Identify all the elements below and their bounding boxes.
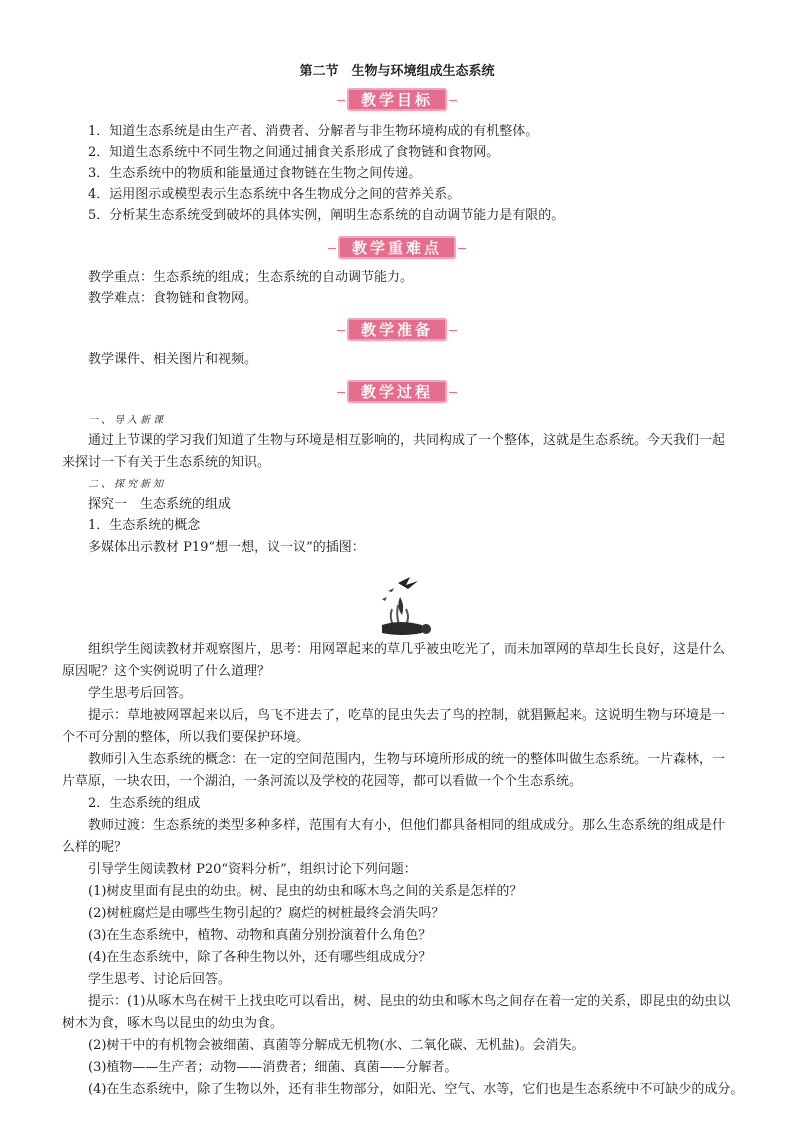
goal-line: 1．知道生态系统是由生产者、消费者、分解者与非生物环境构成的有机整体。 — [88, 124, 539, 139]
body-line: 来探讨一下有关于生态系统的知识。 — [62, 455, 271, 470]
body-line: 组织学生阅读教材并观察图片，思考：用网罩起来的草几乎被虫吃光了，而未加罩网的草却生长良好，这是什么 — [88, 642, 726, 657]
goal-line: 2．知道生态系统中不同生物之间通过捕食关系形成了食物链和食物网。 — [88, 145, 500, 160]
section-badge-key: 教学重难点 — [0, 236, 794, 259]
body-line: (4)在生态系统中，除了各种生物以外，还有哪些组成成分？ — [88, 950, 432, 965]
goal-line: 3．生态系统中的物质和能量通过食物链在生物之间传递。 — [88, 166, 422, 181]
goal-line: 5．分析某生态系统受到破坏的具体实例，阐明生态系统的自动调节能力是有限的。 — [88, 208, 565, 223]
section-badge-goals: 教学目标 — [0, 88, 794, 111]
section-badge-process: 教学过程 — [0, 380, 794, 403]
subheading: 二、探究新知 — [88, 479, 166, 490]
body-line: 么样的呢？ — [62, 840, 128, 855]
body-line: 教师过渡：生态系统的类型多种多样，范围有大有小，但他们都具备相同的组成成分。那么生态系统的组成是什 — [88, 818, 726, 833]
body-line: 探究一 生态系统的组成 — [88, 497, 232, 512]
section-badge-prep: 教学准备 — [0, 318, 794, 341]
goal-line: 4．运用图示或模型表示生态系统中各生物成分之间的营养关系。 — [88, 187, 461, 202]
body-line: 1．生态系统的概念 — [88, 518, 201, 533]
body-line: 2．生态系统的组成 — [88, 796, 201, 811]
key-line: 教学难点：食物链和食物网。 — [88, 291, 258, 306]
body-line: (3)在生态系统中，植物、动物和真菌分别扮演着什么角色？ — [88, 928, 432, 943]
body-line: 通过上节课的学习我们知道了生物与环境是相互影响的，共同构成了一个整体，这就是生态系统。今天我们一起 — [88, 433, 726, 448]
body-line: (1)树皮里面有昆虫的幼虫。树、昆虫的幼虫和啄木鸟之间的关系是怎样的？ — [88, 884, 523, 899]
body-line: 提示：草地被网罩起来以后，鸟飞不进去了，吃草的昆虫失去了鸟的控制，就猖獗起来。这说明生物与环境是一 — [88, 708, 726, 723]
subheading: 一、导入新课 — [88, 415, 166, 426]
prep-line: 教学课件、相关图片和视频。 — [88, 352, 258, 367]
body-line: 教师引入生态系统的概念：在一定的空间范围内，生物与环境所形成的统一的整体叫做生态系统。一片森林，一 — [88, 752, 726, 767]
body-line: 引导学生阅读教材 P20“资料分析”，组织讨论下列问题： — [88, 862, 417, 877]
body-line: 树木为食，啄木鸟以昆虫的幼虫为食。 — [62, 1016, 284, 1031]
body-line: (4)在生态系统中，除了生物以外，还有非生物部分，如阳光、空气、水等，它们也是生态系统中不可缺少的成分。 — [88, 1082, 744, 1097]
bird-insect-illustration — [370, 575, 440, 645]
body-line: 学生思考、讨论后回答。 — [88, 972, 232, 987]
key-line: 教学重点：生态系统的组成；生态系统的自动调节能力。 — [88, 270, 414, 285]
body-line: 多媒体出示教材 P19“想一想，议一议”的插图： — [88, 540, 365, 555]
body-line: 片草原，一块农田，一个湖泊，一条河流以及学校的花园等，都可以看做一个个生态系统。 — [62, 774, 583, 789]
page-title: 第二节 生物与环境组成生态系统 — [299, 64, 495, 79]
body-line: 个不可分割的整体，所以我们要保护环境。 — [62, 730, 310, 745]
body-line: (2)树干中的有机物会被细菌、真菌等分解成无机物(水、二氧化碳、无机盐)。会消失。 — [88, 1038, 585, 1053]
body-line: 学生思考后回答。 — [88, 686, 193, 701]
body-line: (3)植物——生产者；动物——消费者；细菌、真菌——分解者。 — [88, 1060, 458, 1075]
body-line: 原因呢？这个实例说明了什么道理？ — [62, 664, 271, 679]
body-line: (2)树桩腐烂是由哪些生物引起的？腐烂的树桩最终会消失吗？ — [88, 906, 445, 921]
body-line: 提示：(1)从啄木鸟在树干上找虫吃可以看出，树、昆虫的幼虫和啄木鸟之间存在着一定的关系，即昆虫的幼虫以 — [88, 994, 731, 1009]
